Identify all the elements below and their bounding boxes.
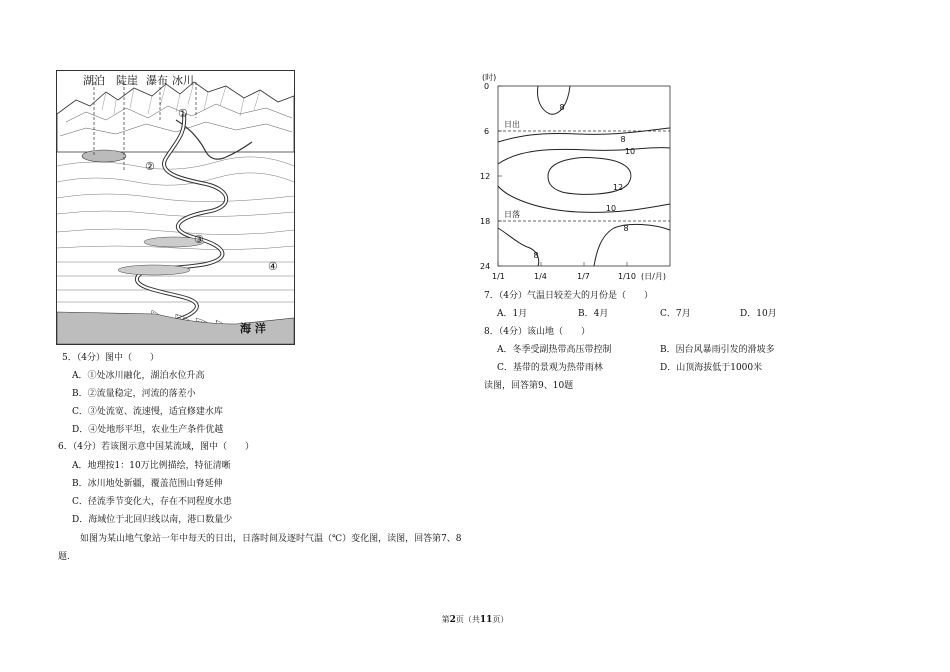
- plot-frame: [498, 86, 670, 266]
- y-axis-label: (时): [482, 73, 497, 82]
- q8-option-d: D．山顶海拔低于1000米: [660, 363, 763, 373]
- y-tick-18: 18: [480, 217, 491, 226]
- contour-label-5: 10: [605, 204, 617, 213]
- footer-page-number: 2: [449, 615, 456, 625]
- q8-option-c: C．基带的景观为热带雨林: [497, 363, 603, 373]
- intro-line-2: 题.: [58, 552, 70, 562]
- q7-option-a: A．1月: [497, 309, 528, 319]
- q6-option-c: C．径流季节变化大，存在不同程度水患: [72, 497, 232, 507]
- label-waterfall: 瀑布: [146, 74, 168, 87]
- landscape-illustration: [56, 62, 296, 346]
- label-ocean: 海 洋: [240, 322, 266, 335]
- marker-1: ①: [178, 107, 188, 120]
- marker-3: ③: [194, 233, 204, 246]
- contour-10-lower: [498, 186, 670, 212]
- q5-option-c: C．③处流宽、流速慢，适宜修建水库: [72, 407, 223, 417]
- temperature-contour-chart: [478, 68, 698, 288]
- x-axis-label: (日/月): [641, 272, 666, 281]
- footer-prefix: 第: [441, 615, 450, 624]
- q8-option-b: B．因台风暴雨引发的滑坡多: [660, 345, 775, 355]
- q7-option-d: D．10月: [740, 309, 777, 319]
- q7-stem: 7．（4分）气温日较差大的月份是（ ）: [484, 291, 653, 301]
- y-tick-24: 24: [480, 262, 491, 271]
- sunrise-label: 日出: [504, 120, 520, 129]
- x-tick-jul: 1/7: [577, 272, 590, 281]
- q6-option-d: D．海域位于北回归线以南，港口数量少: [72, 515, 233, 525]
- contour-label-2: 8: [620, 135, 626, 144]
- contour-svg: [478, 68, 698, 288]
- footer-total-pages: 11: [479, 615, 493, 625]
- y-tick-6: 6: [484, 127, 490, 136]
- contour-8-lower-left: [498, 228, 539, 266]
- footer-suffix: 页）: [492, 615, 509, 624]
- q5-option-b: B．②流量稳定，河流的落差小: [72, 389, 196, 399]
- q6-option-a: A．地理按1：10万比例描绘，特征清晰: [72, 461, 231, 471]
- q7-option-b: B．4月: [578, 309, 609, 319]
- contour-8-top: [538, 86, 571, 114]
- q8-stem: 8．（4分）该山地（ ）: [484, 327, 590, 337]
- label-glacier: 冰川: [172, 74, 194, 87]
- contour-10-upper: [498, 148, 670, 164]
- q6-stem: 6．（4分）若该图示意中国某流域，图中（ ）: [58, 442, 254, 452]
- q9-10-intro: 读图，回答第9、10题: [484, 381, 574, 391]
- q7-option-c: C．7月: [660, 309, 691, 319]
- x-tick-oct: 1/10: [618, 272, 636, 281]
- marker-2: ②: [145, 160, 155, 173]
- x-tick-apr: 1/4: [534, 272, 547, 281]
- label-cliff: 陡崖: [116, 74, 138, 87]
- contour-label-6: 8: [623, 224, 629, 233]
- contour-8-upper: [498, 128, 670, 142]
- x-tick-jan: 1/1: [492, 272, 505, 281]
- q6-option-b: B．冰川地处新疆，覆盖范围山脊延伸: [72, 479, 223, 489]
- sunset-label: 日落: [504, 210, 520, 219]
- q5-option-d: D．④处地形平坦，农业生产条件优越: [72, 425, 224, 435]
- q8-option-a: A．冬季受副热带高压带控制: [497, 345, 612, 355]
- intro-line-1: 如图为某山地气象站一年中每天的日出，日落时间及逐时气温（℃）变化图，读图，回答第7、8: [80, 534, 462, 544]
- q5-stem: 5．（4分）图中（ ）: [62, 353, 159, 363]
- contour-label-7: 8: [533, 251, 539, 260]
- q5-option-a: A．①处冰川融化，湖泊水位升高: [72, 371, 205, 381]
- y-tick-0: 0: [484, 82, 490, 91]
- contour-label-4: 12: [612, 183, 624, 192]
- contour-label-3: 10: [624, 147, 636, 156]
- footer-middle: 页（共: [455, 615, 480, 624]
- contour-label-1: 8: [559, 103, 565, 112]
- y-tick-12: 12: [480, 172, 491, 181]
- contour-8-lower-right: [594, 224, 670, 266]
- page-footer: [0, 614, 950, 625]
- marker-4: ④: [268, 260, 278, 273]
- landscape-figure: [56, 62, 296, 346]
- label-lake: 湖泊: [83, 74, 105, 87]
